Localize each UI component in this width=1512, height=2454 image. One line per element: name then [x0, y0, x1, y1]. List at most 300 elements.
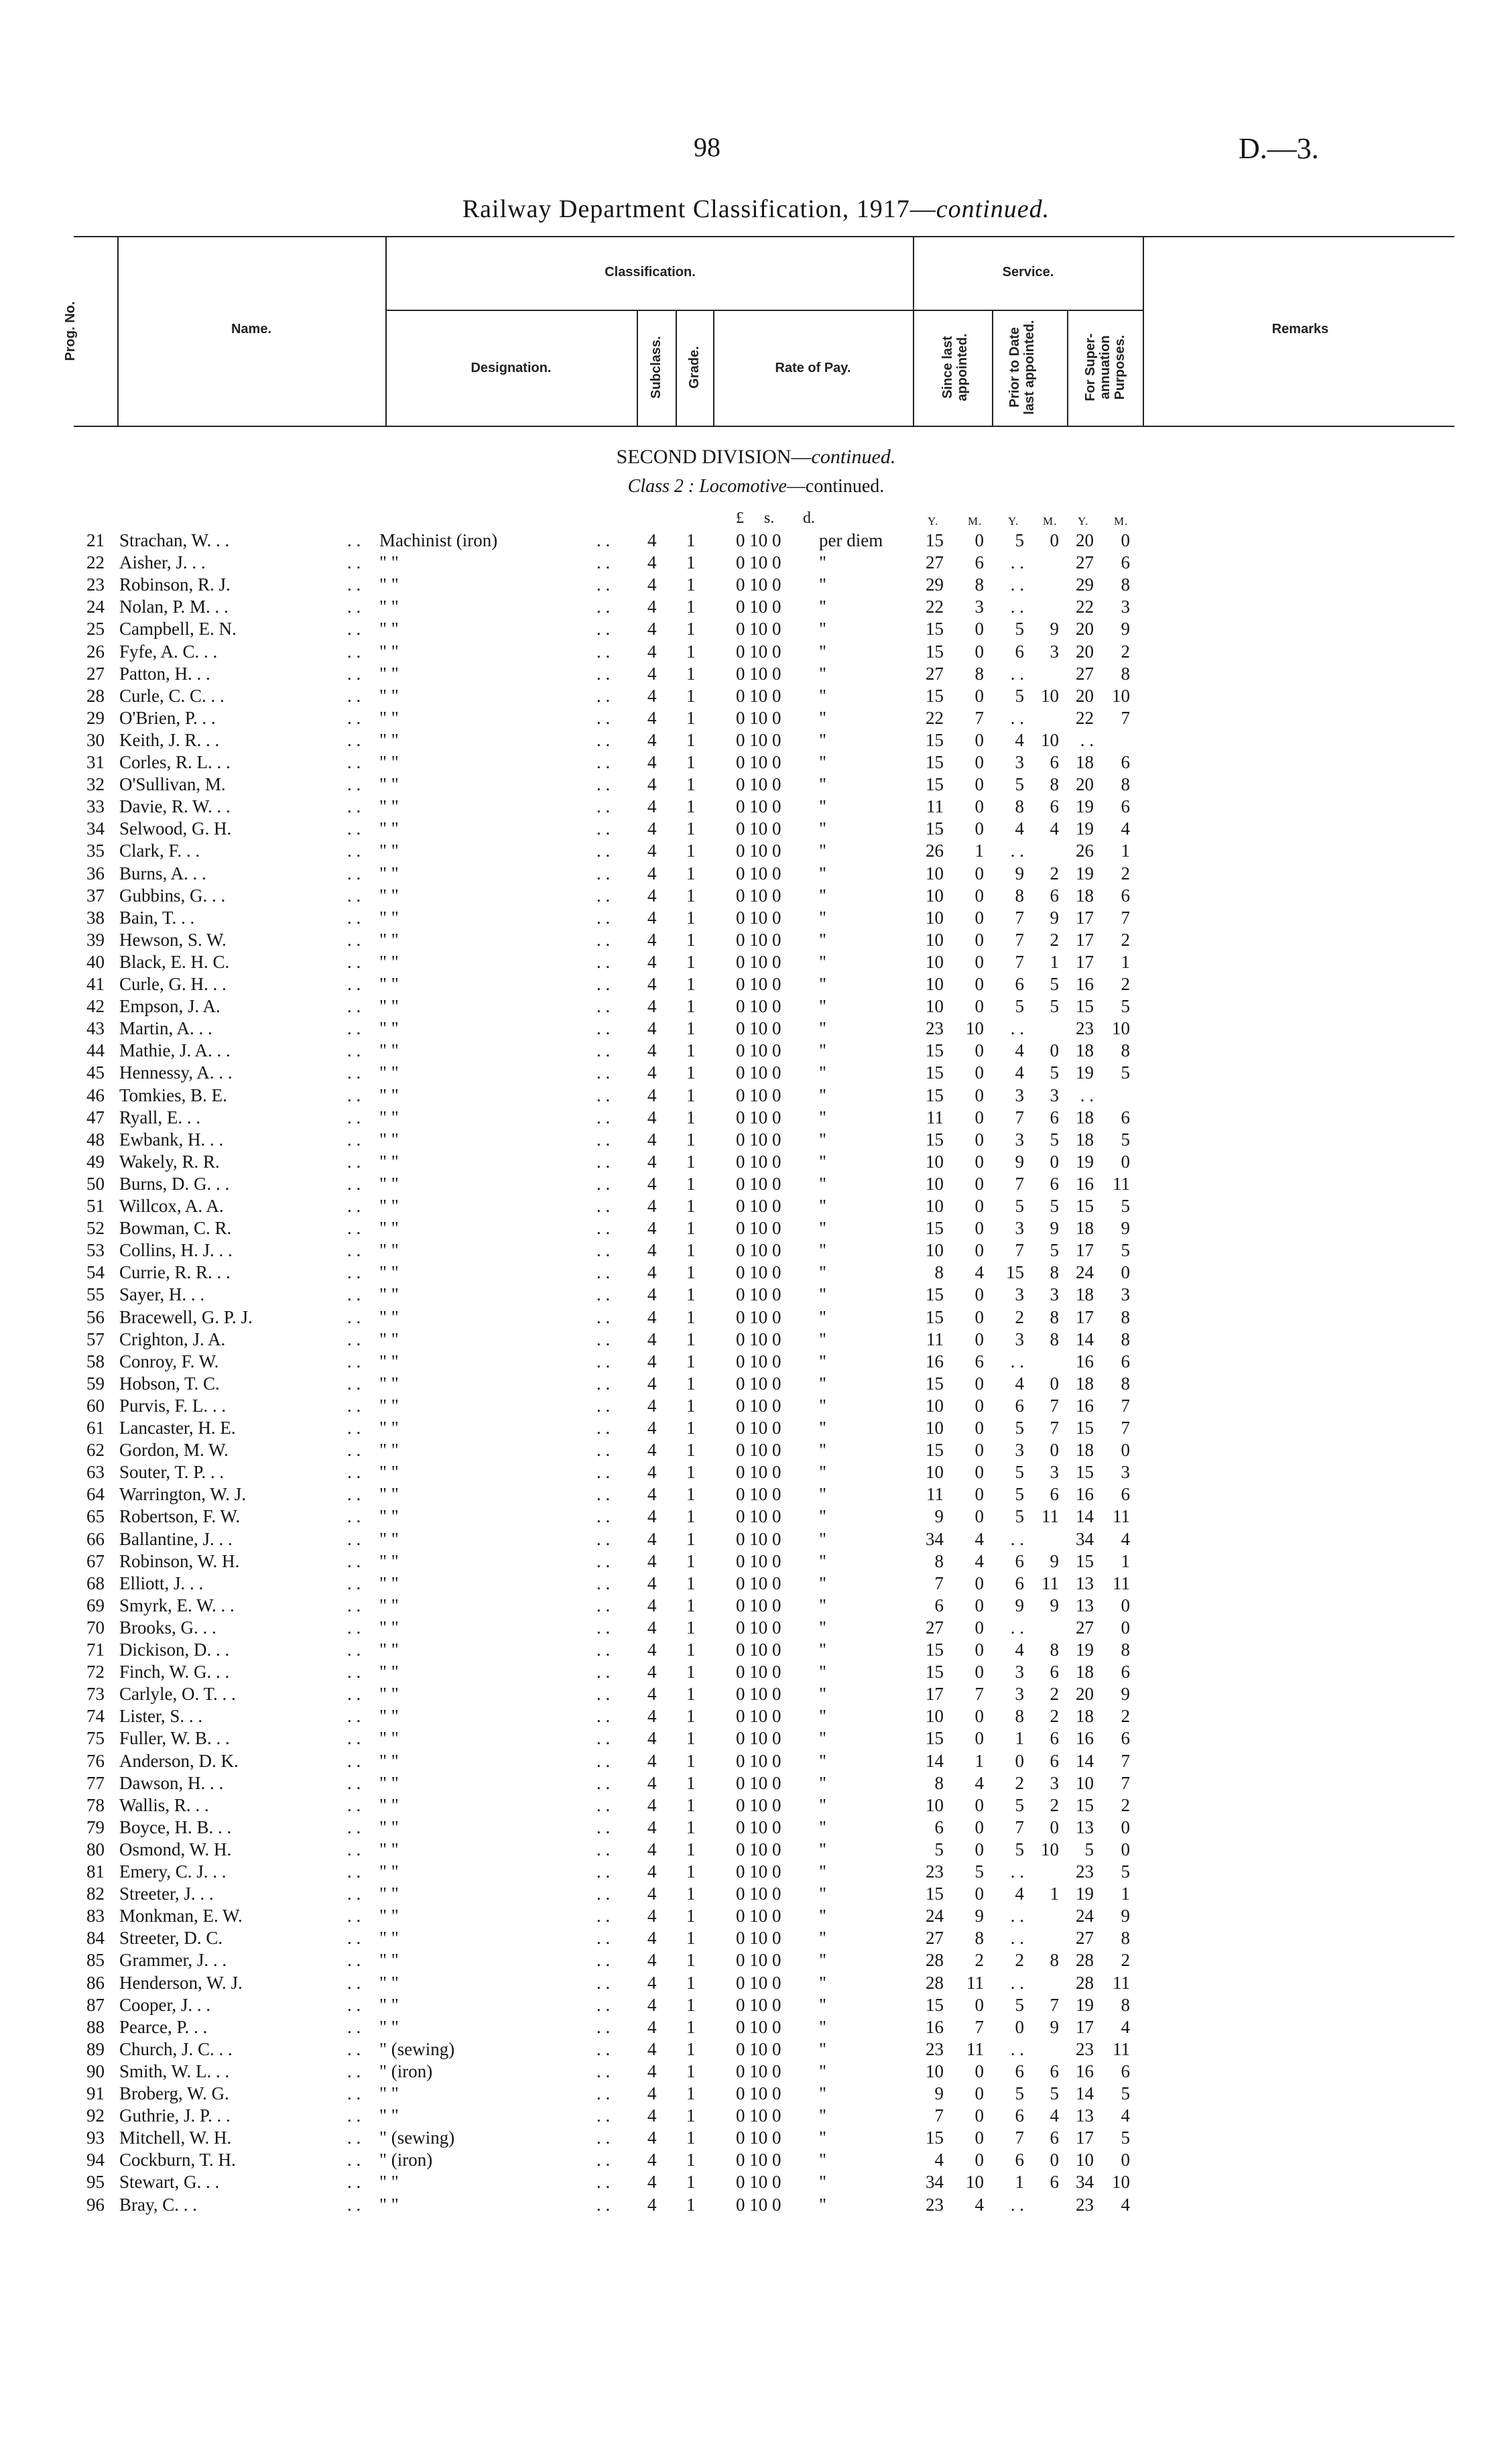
- rate-period-cell: per diem: [819, 530, 883, 550]
- since-months-cell: 0: [974, 1329, 984, 1349]
- rate-cell: 0 10 0: [736, 1595, 781, 1615]
- rate-period-cell: ": [819, 1640, 827, 1660]
- super-years-cell: 17: [1076, 1306, 1094, 1327]
- rate-period-cell: ": [819, 1528, 827, 1549]
- leader-dots: . .: [347, 1329, 361, 1349]
- subclass-cell: 4: [647, 1284, 657, 1305]
- prior-years-cell: 0: [1015, 1750, 1024, 1771]
- leader-dots: . .: [347, 729, 361, 750]
- rate-period-cell: ": [819, 1706, 827, 1727]
- rate-cell: 0 10 0: [736, 1062, 781, 1083]
- name-cell: Lister, S. . .: [119, 1706, 203, 1727]
- subclass-cell: 4: [647, 1794, 657, 1815]
- name-cell: Bray, C. . .: [119, 2194, 197, 2215]
- super-years-cell: 15: [1076, 1196, 1094, 1216]
- grade-cell: 1: [686, 1728, 696, 1749]
- prior-years-cell: 3: [1015, 1684, 1024, 1705]
- unit-months: M.: [1114, 515, 1129, 528]
- super-months-cell: 5: [1121, 1861, 1130, 1882]
- prior-years-cell: 2: [1015, 1306, 1024, 1327]
- since-months-cell: 0: [974, 1839, 984, 1859]
- prior-years-cell: 7: [1015, 1107, 1024, 1127]
- since-years-cell: 5: [934, 1839, 944, 1859]
- leader-dots: . .: [347, 1284, 361, 1305]
- leader-dots: . .: [347, 1728, 361, 1749]
- subclass-cell: 4: [647, 1928, 657, 1949]
- prior-years-cell: 4: [1015, 729, 1024, 750]
- rate-cell: 0 10 0: [736, 2083, 781, 2103]
- subclass-cell: 4: [647, 1218, 657, 1239]
- leader-dots: . .: [596, 907, 611, 928]
- name-cell: Tomkies, B. E.: [119, 1085, 227, 1105]
- table-row: [0, 2083, 1512, 2105]
- subclass-cell: 4: [647, 1662, 657, 1682]
- leader-dots: . .: [347, 1972, 361, 1993]
- grade-cell: 1: [686, 1107, 696, 1127]
- leader-dots: . .: [347, 597, 361, 617]
- rate-period-cell: ": [819, 1617, 827, 1638]
- class-name: Locomotive: [699, 476, 787, 497]
- name-cell: Mathie, J. A. . .: [119, 1040, 231, 1061]
- since-months-cell: 0: [974, 1506, 984, 1527]
- grade-cell: 1: [686, 774, 696, 795]
- prog-no-cell: 75: [86, 1728, 105, 1749]
- since-years-cell: 15: [926, 1662, 944, 1682]
- subclass-cell: 4: [647, 1528, 657, 1549]
- table-row: [0, 1351, 1512, 1373]
- since-years-cell: 10: [926, 863, 944, 883]
- subclass-cell: 4: [647, 1950, 657, 1971]
- prior-years-cell: . .: [1010, 2194, 1024, 2215]
- prog-no-cell: 67: [86, 1550, 105, 1571]
- name-cell: Nolan, P. M. . .: [119, 597, 229, 617]
- super-years-cell: 17: [1076, 907, 1094, 928]
- prior-years-cell: . .: [1010, 663, 1024, 684]
- table-row: [0, 2127, 1512, 2149]
- rate-period-cell: ": [819, 1395, 827, 1416]
- since-years-cell: 10: [926, 951, 944, 972]
- prog-no-cell: 51: [86, 1196, 105, 1216]
- subclass-cell: 4: [647, 530, 657, 550]
- name-cell: O'Brien, P. . .: [119, 707, 216, 728]
- since-months-cell: 1: [974, 1750, 984, 1771]
- prior-years-cell: 2: [1015, 1772, 1024, 1793]
- designation-cell: " ": [379, 1794, 399, 1815]
- table-row: [0, 907, 1512, 929]
- super-months-cell: 0: [1121, 1839, 1130, 1859]
- prior-years-cell: . .: [1010, 1906, 1024, 1926]
- super-years-cell: 17: [1076, 2016, 1094, 2037]
- leader-dots: . .: [347, 1884, 361, 1904]
- rate-period-cell: ": [819, 685, 827, 706]
- rate-period-cell: ": [819, 2172, 827, 2193]
- leader-dots: . .: [347, 1173, 361, 1194]
- table-row: [0, 1284, 1512, 1306]
- rate-cell: 0 10 0: [736, 1506, 781, 1527]
- since-months-cell: 2: [974, 1950, 984, 1971]
- prior-months-cell: 7: [1050, 1994, 1059, 2015]
- grade-cell: 1: [686, 863, 696, 883]
- prog-no-cell: 29: [86, 707, 105, 728]
- leader-dots: . .: [347, 818, 361, 839]
- since-years-cell: 16: [926, 1351, 944, 1371]
- table-row: [0, 1772, 1512, 1794]
- leader-dots: . .: [347, 2016, 361, 2037]
- rate-period-cell: ": [819, 1329, 827, 1349]
- since-months-cell: 0: [974, 1640, 984, 1660]
- since-years-cell: 11: [926, 1107, 944, 1127]
- prior-years-cell: 3: [1015, 1284, 1024, 1305]
- prior-years-cell: . .: [1010, 1528, 1024, 1549]
- table-row: [0, 1927, 1512, 1949]
- super-years-cell: 19: [1076, 818, 1094, 839]
- super-months-cell: 0: [1121, 1440, 1130, 1461]
- name-cell: Pearce, P. . .: [119, 2016, 208, 2037]
- rate-period-cell: ": [819, 863, 827, 883]
- prog-no-cell: 87: [86, 1994, 105, 2015]
- rate-cell: 0 10 0: [736, 1528, 781, 1549]
- since-months-cell: 0: [974, 2128, 984, 2148]
- rate-cell: 0 10 0: [736, 1640, 781, 1660]
- subclass-cell: 4: [647, 752, 657, 772]
- leader-dots: . .: [596, 597, 611, 617]
- since-years-cell: 15: [926, 818, 944, 839]
- since-years-cell: 27: [926, 1617, 944, 1638]
- super-years-cell: 19: [1076, 863, 1094, 883]
- leader-dots: . .: [347, 885, 361, 906]
- super-months-cell: 1: [1121, 951, 1130, 972]
- prior-years-cell: 6: [1015, 1395, 1024, 1416]
- super-months-cell: 4: [1121, 818, 1130, 839]
- leader-dots: . .: [596, 974, 611, 994]
- rate-cell: 0 10 0: [736, 885, 781, 906]
- name-cell: Elliott, J. . .: [119, 1573, 204, 1593]
- name-cell: Monkman, E. W.: [119, 1906, 243, 1926]
- name-cell: Robinson, R. J.: [119, 574, 231, 595]
- rate-cell: 0 10 0: [736, 1573, 781, 1593]
- since-months-cell: 11: [966, 2038, 984, 2059]
- since-years-cell: 15: [926, 752, 944, 772]
- leader-dots: . .: [347, 1994, 361, 2015]
- designation-cell: " ": [379, 619, 399, 639]
- rate-period-cell: ": [819, 1373, 827, 1394]
- leader-dots: . .: [596, 1284, 611, 1305]
- table-row: [0, 1972, 1512, 1994]
- grade-cell: 1: [686, 1218, 696, 1239]
- subclass-cell: 4: [647, 707, 657, 728]
- leader-dots: . .: [596, 774, 611, 795]
- title-main: Railway Department Classification, 1917—: [462, 195, 936, 223]
- grade-cell: 1: [686, 974, 696, 994]
- name-cell: Smith, W. L. . .: [119, 2061, 230, 2081]
- designation-cell: " ": [379, 597, 399, 617]
- designation-cell: " ": [379, 552, 399, 573]
- super-months-cell: 5: [1121, 2128, 1130, 2148]
- grade-cell: 1: [686, 885, 696, 906]
- header-since-last-appointed: Since last appointed.: [940, 333, 970, 402]
- super-months-cell: 7: [1121, 1395, 1130, 1416]
- table-row: [0, 1573, 1512, 1595]
- leader-dots: . .: [347, 1440, 361, 1461]
- name-cell: Cockburn, T. H.: [119, 2150, 236, 2170]
- prog-no-cell: 42: [86, 996, 105, 1017]
- grade-cell: 1: [686, 1129, 696, 1150]
- prior-months-cell: 0: [1050, 1817, 1059, 1837]
- super-years-cell: 18: [1076, 1662, 1094, 1682]
- since-years-cell: 10: [926, 1240, 944, 1261]
- subclass-cell: 4: [647, 1062, 657, 1083]
- leader-dots: . .: [347, 1640, 361, 1660]
- grade-cell: 1: [686, 1662, 696, 1682]
- super-months-cell: 2: [1121, 863, 1130, 883]
- super-months-cell: 0: [1121, 1617, 1130, 1638]
- leader-dots: . .: [596, 1595, 611, 1615]
- prior-years-cell: . .: [1010, 1928, 1024, 1949]
- designation-cell: " ": [379, 1972, 399, 1993]
- subclass-cell: 4: [647, 1684, 657, 1705]
- subclass-cell: 4: [647, 1373, 657, 1394]
- unit-years: Y.: [1008, 515, 1019, 528]
- name-cell: Black, E. H. C.: [119, 951, 230, 972]
- since-years-cell: 10: [926, 1151, 944, 1172]
- header-group-rule: [385, 310, 1143, 311]
- super-years-cell: 14: [1076, 1750, 1094, 1771]
- leader-dots: . .: [596, 1772, 611, 1793]
- prog-no-cell: 40: [86, 951, 105, 972]
- designation-cell: " ": [379, 1772, 399, 1793]
- rate-cell: 0 10 0: [736, 597, 781, 617]
- subclass-cell: 4: [647, 619, 657, 639]
- rate-period-cell: ": [819, 2016, 827, 2037]
- prior-years-cell: 8: [1015, 885, 1024, 906]
- subclass-cell: 4: [647, 552, 657, 573]
- super-months-cell: 6: [1121, 1662, 1130, 1682]
- super-years-cell: 13: [1076, 1817, 1094, 1837]
- header-service: Service.: [1002, 265, 1054, 280]
- designation-cell: " ": [379, 1928, 399, 1949]
- leader-dots: . .: [596, 863, 611, 883]
- designation-cell: " ": [379, 929, 399, 950]
- leader-dots: . .: [347, 774, 361, 795]
- prior-years-cell: 6: [1015, 974, 1024, 994]
- header-for-superannuation: For Super- annuation Purposes.: [1083, 333, 1127, 402]
- prog-no-cell: 34: [86, 818, 105, 839]
- designation-cell: " (sewing): [379, 2128, 455, 2148]
- designation-cell: " ": [379, 1506, 399, 1527]
- since-years-cell: 27: [926, 552, 944, 573]
- since-years-cell: 22: [926, 597, 944, 617]
- leader-dots: . .: [596, 1151, 611, 1172]
- subclass-cell: 4: [647, 774, 657, 795]
- name-cell: Curle, G. H. . .: [119, 974, 227, 994]
- table-row: [0, 1705, 1512, 1727]
- grade-cell: 1: [686, 1950, 696, 1971]
- rate-period-cell: ": [819, 1839, 827, 1859]
- super-months-cell: 0: [1121, 2150, 1130, 2170]
- grade-cell: 1: [686, 1994, 696, 2015]
- name-cell: Conroy, F. W.: [119, 1351, 219, 1371]
- super-years-cell: 17: [1076, 951, 1094, 972]
- name-cell: Emery, C. J. . .: [119, 1861, 227, 1882]
- grade-cell: 1: [686, 685, 696, 706]
- super-months-cell: 7: [1121, 907, 1130, 928]
- subclass-cell: 4: [647, 1972, 657, 1993]
- leader-dots: . .: [596, 1662, 611, 1682]
- table-row: [0, 1528, 1512, 1550]
- rate-period-cell: ": [819, 1928, 827, 1949]
- rate-period-cell: ": [819, 796, 827, 817]
- prog-no-cell: 65: [86, 1506, 105, 1527]
- prog-no-cell: 78: [86, 1794, 105, 1815]
- prog-no-cell: 32: [86, 774, 105, 795]
- super-years-cell: 23: [1076, 2194, 1094, 2215]
- leader-dots: . .: [347, 2172, 361, 2193]
- leader-dots: . .: [347, 619, 361, 639]
- header-remarks: Remarks: [1271, 322, 1329, 336]
- rate-cell: 0 10 0: [736, 1706, 781, 1727]
- name-cell: O'Sullivan, M.: [119, 774, 226, 795]
- table-row: [0, 707, 1512, 729]
- name-cell: Davie, R. W. . .: [119, 796, 231, 817]
- since-years-cell: 15: [926, 1284, 944, 1305]
- designation-cell: " ": [379, 1018, 399, 1039]
- super-years-cell: 27: [1076, 1928, 1094, 1949]
- prior-years-cell: 3: [1015, 1662, 1024, 1682]
- prog-no-cell: 64: [86, 1484, 105, 1505]
- designation-cell: " ": [379, 863, 399, 883]
- grade-cell: 1: [686, 929, 696, 950]
- rate-period-cell: ": [819, 1750, 827, 1771]
- super-months-cell: 10: [1112, 1018, 1130, 1039]
- since-years-cell: 23: [926, 2038, 944, 2059]
- prior-years-cell: 3: [1015, 1218, 1024, 1239]
- prior-years-cell: 4: [1015, 1884, 1024, 1904]
- prior-years-cell: 1: [1015, 2172, 1024, 2193]
- rate-cell: 0 10 0: [736, 818, 781, 839]
- super-years-cell: 10: [1076, 2150, 1094, 2170]
- super-years-cell: 20: [1076, 774, 1094, 795]
- since-months-cell: 0: [974, 1817, 984, 1837]
- leader-dots: . .: [596, 1550, 611, 1571]
- leader-dots: . .: [347, 574, 361, 595]
- leader-dots: . .: [596, 1218, 611, 1239]
- since-months-cell: 7: [974, 707, 984, 728]
- rate-period-cell: ": [819, 1728, 827, 1749]
- table-row: [0, 951, 1512, 973]
- prior-months-cell: 10: [1041, 729, 1059, 750]
- since-years-cell: 10: [926, 974, 944, 994]
- super-months-cell: 0: [1121, 1262, 1130, 1283]
- leader-dots: . .: [596, 1972, 611, 1993]
- prog-no-cell: 63: [86, 1462, 105, 1483]
- header-designation: Designation.: [470, 361, 552, 375]
- leader-dots: . .: [347, 1928, 361, 1949]
- since-months-cell: 4: [974, 2194, 984, 2215]
- super-years-cell: 24: [1076, 1906, 1094, 1926]
- name-cell: Empson, J. A.: [119, 996, 220, 1017]
- prior-months-cell: 5: [1050, 996, 1059, 1017]
- rate-period-cell: ": [819, 951, 827, 972]
- rate-cell: 0 10 0: [736, 1373, 781, 1394]
- since-years-cell: 7: [934, 2105, 944, 2126]
- leader-dots: . .: [596, 2061, 611, 2081]
- rate-cell: 0 10 0: [736, 1728, 781, 1749]
- designation-cell: " ": [379, 1861, 399, 1882]
- grade-cell: 1: [686, 1418, 696, 1438]
- leader-dots: . .: [347, 1018, 361, 1039]
- table-row: [0, 729, 1512, 751]
- rate-cell: 0 10 0: [736, 1772, 781, 1793]
- prior-months-cell: 9: [1050, 907, 1059, 928]
- table-row: [0, 885, 1512, 907]
- rate-period-cell: ": [819, 1306, 827, 1327]
- super-months-cell: 11: [1113, 2038, 1130, 2059]
- subclass-cell: 4: [647, 2083, 657, 2103]
- leader-dots: . .: [347, 1040, 361, 1061]
- header-classification: Classification.: [605, 265, 696, 280]
- leader-dots: . .: [347, 1262, 361, 1283]
- rate-period-cell: ": [819, 597, 827, 617]
- since-years-cell: 10: [926, 1418, 944, 1438]
- rate-cell: 0 10 0: [736, 619, 781, 639]
- leader-dots: . .: [347, 2083, 361, 2103]
- super-years-cell: 13: [1076, 2105, 1094, 2126]
- super-months-cell: 9: [1121, 1218, 1130, 1239]
- prior-months-cell: 7: [1050, 1418, 1059, 1438]
- table-row: [0, 2149, 1512, 2171]
- leader-dots: . .: [596, 685, 611, 706]
- rate-cell: 0 10 0: [736, 1018, 781, 1039]
- col-divider: [637, 310, 638, 426]
- designation-cell: " ": [379, 1484, 399, 1505]
- subclass-cell: 4: [647, 996, 657, 1017]
- prior-months-cell: 3: [1050, 1284, 1059, 1305]
- leader-dots: . .: [347, 2150, 361, 2170]
- super-years-cell: 18: [1076, 1218, 1094, 1239]
- super-years-cell: 18: [1076, 752, 1094, 772]
- designation-cell: " ": [379, 841, 399, 861]
- table-row: [0, 685, 1512, 707]
- leader-dots: . .: [596, 1794, 611, 1815]
- leader-dots: . .: [347, 1772, 361, 1793]
- table-row: [0, 751, 1512, 774]
- rate-cell: 0 10 0: [736, 2172, 781, 2193]
- table-row: [0, 1617, 1512, 1639]
- prog-no-cell: 69: [86, 1595, 105, 1615]
- subclass-cell: 4: [647, 1750, 657, 1771]
- rate-period-cell: ": [819, 1684, 827, 1705]
- since-years-cell: 9: [934, 1506, 944, 1527]
- header-grade: Grade.: [687, 346, 702, 389]
- prog-no-cell: 73: [86, 1684, 105, 1705]
- since-months-cell: 0: [974, 1573, 984, 1593]
- rate-cell: 0 10 0: [736, 729, 781, 750]
- rate-period-cell: ": [819, 1018, 827, 1039]
- table-row: [0, 840, 1512, 862]
- super-years-cell: 16: [1076, 2061, 1094, 2081]
- designation-cell: " ": [379, 1617, 399, 1638]
- unit-months: M.: [968, 515, 983, 528]
- table-row: [0, 1040, 1512, 1062]
- since-years-cell: 4: [934, 2150, 944, 2170]
- super-months-cell: 9: [1121, 1684, 1130, 1705]
- prior-years-cell: . .: [1010, 707, 1024, 728]
- super-months-cell: 7: [1121, 707, 1130, 728]
- rate-cell: 0 10 0: [736, 1284, 781, 1305]
- rate-cell: 0 10 0: [736, 863, 781, 883]
- since-years-cell: 15: [926, 1373, 944, 1394]
- grade-cell: 1: [686, 1617, 696, 1638]
